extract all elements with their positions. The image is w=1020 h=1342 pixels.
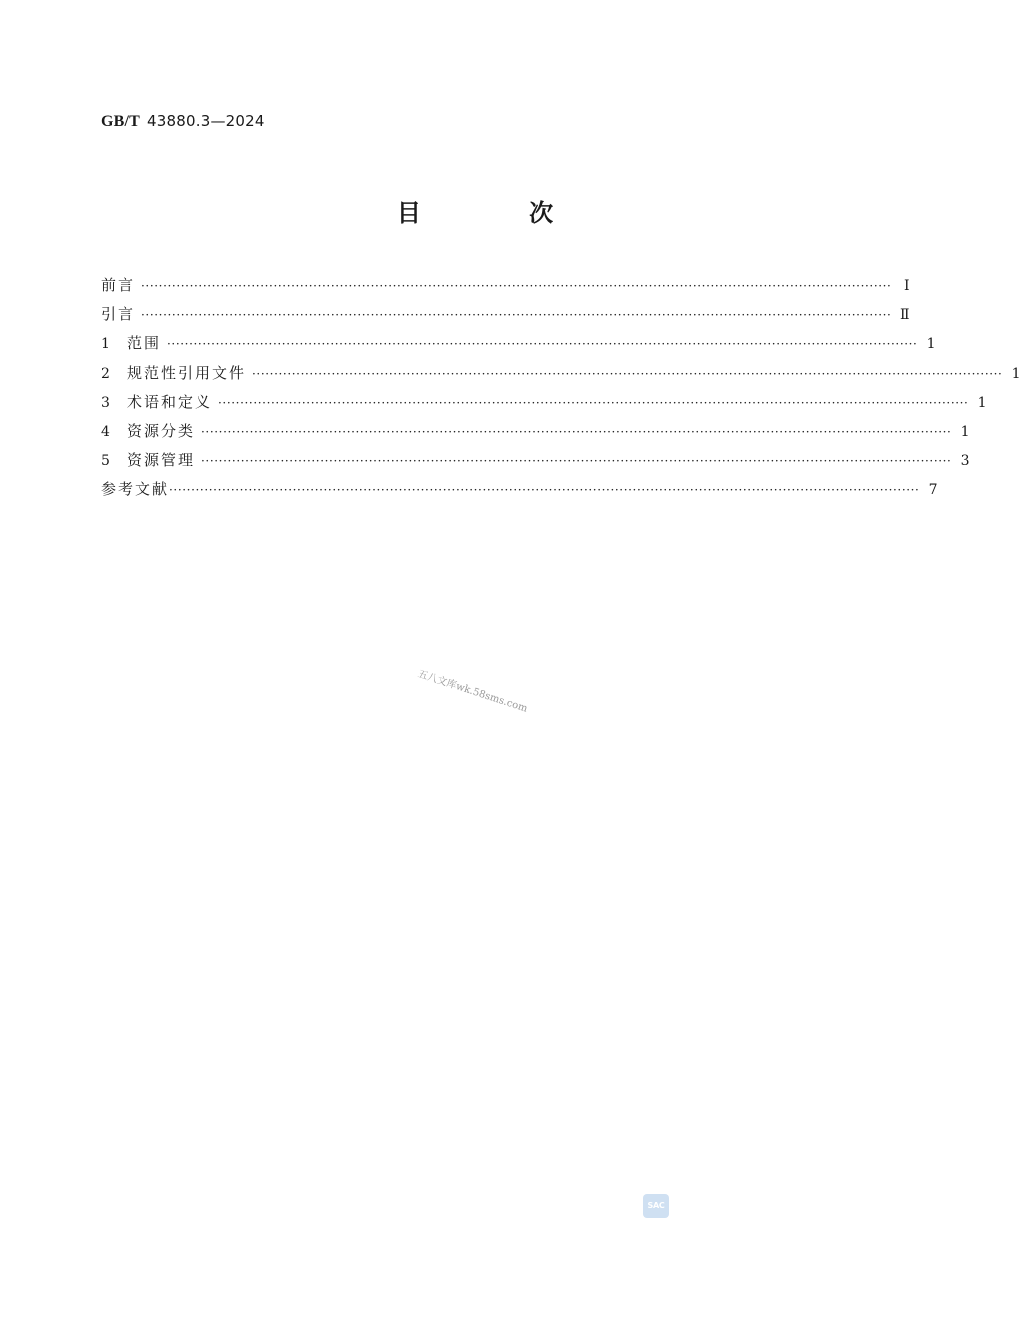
toc-leader-dots: ·········································································································································································· xyxy=(252,366,1003,381)
toc-leader-dots: ·········································································································································································· xyxy=(141,308,892,323)
toc-entry-resource-management[interactable] xyxy=(101,446,970,475)
toc-entry-label: 前言 xyxy=(101,276,136,294)
toc-entry-number: 1 xyxy=(101,336,110,353)
toc-entry-number: 5 xyxy=(101,453,110,470)
toc-entry-label: 规范性引用文件 xyxy=(127,363,247,382)
toc-entry-page: 1 xyxy=(926,336,936,353)
toc-entry-label: 资源管理 xyxy=(127,451,196,470)
standard-number: 43880.3—2024 xyxy=(147,112,265,130)
toc-entry-number: 4 xyxy=(101,423,110,440)
toc-entry-page: 1 xyxy=(1011,365,1020,382)
standard-prefix: GB/T xyxy=(101,113,141,130)
toc-entry-terms-definitions[interactable] xyxy=(101,388,987,417)
toc-entry-page: Ⅱ xyxy=(899,307,910,324)
toc-entry-label: 范围 xyxy=(127,334,162,353)
toc-leader-dots: ·········································································································································································· xyxy=(218,395,969,410)
toc-entry-resource-classification[interactable] xyxy=(101,417,970,446)
toc-entry-page: 7 xyxy=(928,482,938,499)
toc-entry-label: 术语和定义 xyxy=(127,392,213,411)
toc-entry-page: 1 xyxy=(960,423,970,440)
toc-entry-introduction[interactable] xyxy=(101,300,910,329)
toc-leader-dots: ·········································································································································································· xyxy=(169,483,920,498)
toc-entry-number: 2 xyxy=(101,365,110,382)
toc-leader-dots: ·········································································································································································· xyxy=(201,454,952,469)
toc-entry-foreword[interactable] xyxy=(101,271,910,300)
toc-entry-page: Ⅰ xyxy=(903,278,910,294)
toc-entry-page: 1 xyxy=(977,394,987,411)
toc-leader-dots: ·········································································································································································· xyxy=(141,279,892,293)
table-of-contents xyxy=(101,271,1020,505)
standard-code xyxy=(101,112,265,131)
toc-entry-normative-references[interactable] xyxy=(101,359,1020,388)
toc-title: 目 次 xyxy=(396,199,604,227)
toc-entry-label: 参考文献 xyxy=(101,480,170,499)
toc-entry-bibliography[interactable] xyxy=(101,475,938,504)
toc-leader-dots: ·········································································································································································· xyxy=(167,337,918,352)
toc-entry-number: 3 xyxy=(101,394,110,411)
toc-entry-scope[interactable] xyxy=(101,329,936,358)
toc-leader-dots: ·········································································································································································· xyxy=(201,424,952,439)
watermark: 五八文库wk.58sms.com xyxy=(416,668,529,715)
toc-entry-label: 资源分类 xyxy=(127,421,196,440)
toc-entry-label: 引言 xyxy=(101,305,136,324)
sac-logo: SAC xyxy=(643,1194,669,1218)
toc-entry-page: 3 xyxy=(960,453,970,470)
